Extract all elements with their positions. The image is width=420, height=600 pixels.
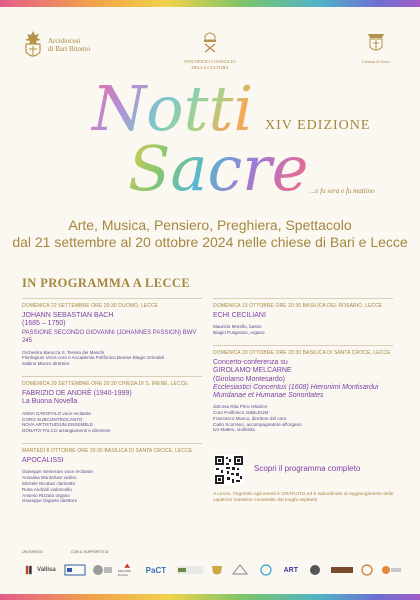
bishop-crest-icon — [364, 30, 388, 54]
fondazione-icon — [91, 563, 113, 577]
event-title: La Buona Novella — [22, 398, 78, 406]
event-title: ECHI CECILIANI — [213, 312, 266, 319]
event-detail: Maurizio Morello, basso — [213, 324, 262, 330]
partner-logo-7 — [359, 563, 375, 577]
papal-keys-icon — [199, 30, 221, 54]
festival-title — [90, 72, 320, 202]
event-detail: Sabino Manzo direttore — [22, 361, 70, 367]
label-event: UN EVENTO — [22, 550, 43, 554]
event-date: MARTEDÌ 8 OTTOBRE ORE 20:30 BASILICA DI SANTA CROCE, LECCE — [22, 448, 193, 455]
archdiocese-logo — [22, 30, 90, 60]
archdiocese-city: di Bari Bitonto — [48, 45, 90, 53]
pact-logo — [141, 563, 170, 577]
partner-5-icon — [305, 563, 325, 577]
event-detail: CORO SUBCONTROCANTO — [22, 416, 83, 422]
partner-logo-2 — [209, 563, 225, 577]
event-work-title: Ecclesiastici Concentus (1608) Hieronimi Montisardui — [213, 384, 379, 392]
program-column-right — [213, 298, 393, 442]
event-detail: Carlo Scorrano, accompagnatore all'organo — [213, 421, 302, 427]
event-detail: Michele Nicolaci clarinetto — [22, 481, 76, 487]
archdiocese-name: Arcidiocesi — [48, 37, 81, 45]
council-subname: DELLA CULTURA — [191, 65, 229, 70]
event-detail: Giuseppe Semeraro voce recitante — [22, 469, 93, 475]
vallisa-text: Vallisa — [37, 567, 56, 573]
partner-3-icon — [230, 563, 250, 577]
pact-text: PaCT — [145, 565, 167, 575]
partner-7-icon — [359, 563, 375, 577]
partner-1-icon — [176, 563, 204, 577]
partner-4-icon — [255, 563, 277, 577]
event-title: (Girolamo Montesardo) — [213, 375, 285, 383]
event-detail: Rosa Andrioli violoncello — [22, 486, 72, 492]
event-detail: Coro Polifonico JUBILEUM — [213, 410, 269, 416]
ministry-icon — [64, 563, 86, 577]
fondazione-logo — [91, 563, 113, 577]
rainbow-bottom-bar — [0, 594, 420, 600]
event-detail: dott.ssa Rita Pirro relatrice — [213, 404, 268, 410]
event-detail: Antonio Rizzato organo — [22, 492, 70, 498]
entrance-note: A Lecce, l'ingresso agli eventi è GRATUITO ed è subordinato al raggiungimento delle capienze massime consentite dai luoghi ospitanti — [213, 492, 394, 503]
event-date: DOMENICA 22 SETTEMBRE ORE 20:30 DUOMO, LECCE — [22, 303, 159, 309]
ministry-logo — [64, 563, 86, 577]
qr-code-icon[interactable] — [214, 455, 244, 485]
event-date: DOMENICA 20 OTTOBRE ORE 20:30 BASILICA DI SANTA CROCE, LECCE — [213, 350, 391, 356]
title-word-sacre: Sacre — [128, 132, 309, 202]
event-title: GIROLAMO MELCARNE — [213, 367, 292, 375]
event-detail: Ivo Matteo, violinista — [213, 427, 255, 433]
vallisa-logo — [22, 563, 59, 577]
partner-logo-1 — [176, 563, 204, 577]
partner-8-icon — [380, 563, 402, 577]
event-detail: Biagio Putignano, organo — [213, 330, 265, 336]
partner-logo-8 — [380, 563, 402, 577]
event-date: DOMENICA 29 SETTEMBRE ORE 20:30 CHIESA DI S. IRENE, LECCE — [22, 381, 188, 388]
partner-6-icon — [330, 563, 354, 577]
subtitle-dates: dal 21 settembre al 20 ottobre 2024 nelle chiese di Bari e Lecce — [12, 234, 408, 250]
event-title: JOHANN SEBASTIAN BACH — [22, 312, 114, 319]
event-detail: Giuseppe Gigante direttore — [22, 498, 78, 504]
rainbow-top-bar — [0, 0, 420, 7]
event-bach — [22, 298, 202, 367]
edition-label: XIV EDIZIONE — [265, 118, 371, 133]
event-melcarne — [213, 345, 393, 433]
motto: ...e fu sera e fu mattino — [310, 187, 375, 195]
partner-logo-6 — [330, 563, 354, 577]
event-detail: NOVA ARTISTUDIUM ENSEMBLE — [22, 422, 94, 428]
sponsor-labels — [22, 550, 108, 554]
event-de-andre — [22, 376, 202, 434]
program-column-left — [22, 298, 202, 513]
event-title: APOCALISSI — [22, 457, 64, 465]
event-title: Concerto-conferenza su — [213, 359, 288, 366]
pontifical-council-logo — [160, 30, 260, 71]
event-detail: Annalisa Montefuso violino — [22, 475, 77, 481]
lecce-diocese-name: Cresima di Lecce — [362, 59, 390, 64]
event-detail: ANNA GAROFALO voce recitante — [22, 410, 91, 416]
label-support: CON IL SUPPORTO DI — [71, 550, 109, 554]
event-title: (1685 – 1750) — [22, 320, 66, 328]
event-title: FABRIZIO DE ANDRÈ (1940-1999) — [22, 390, 132, 398]
event-title: PASSIONE SECONDO GIOVANNI (JOHANNES PASSION) BWV 245 — [22, 329, 197, 345]
lecce-diocese-logo — [356, 30, 396, 64]
full-program-link[interactable]: Scopri il programma completo — [254, 464, 361, 473]
event-date: DOMENICA 13 OTTOBRE ORE 20:30 BASILICA DEL ROSARIO, LECCE — [213, 303, 383, 309]
subtitle-themes: Arte, Musica, Pensiero, Preghiera, Spettacolo — [68, 217, 352, 233]
event-apocalissi — [22, 443, 202, 504]
regione-puglia-text: REGIONE PUGLIA — [117, 569, 131, 577]
event-detail: Orchestra Barocca S. Teresa dei Maschi — [22, 349, 105, 355]
art-logo — [282, 563, 300, 577]
program-heading: IN PROGRAMMA A LECCE — [22, 276, 191, 290]
vallisa-icon — [25, 563, 35, 577]
art-text: ART — [283, 566, 298, 574]
title-word-notti: Notti — [92, 72, 254, 145]
event-echi-ceciliani — [213, 298, 393, 336]
event-detail: Francesco Musco, direttore del coro — [213, 415, 287, 421]
partner-logo-4 — [255, 563, 277, 577]
event-work-title: Mundanae et Humanae Sonoritates — [213, 392, 324, 400]
event-detail: DONATO FALCO arrangiamenti e direzione — [22, 428, 111, 434]
regione-puglia-logo — [118, 563, 136, 577]
partner-2-icon — [209, 563, 225, 577]
crest-icon — [22, 30, 44, 60]
sponsor-strip — [22, 560, 402, 580]
partner-logo-5 — [305, 563, 325, 577]
event-detail: Florilegium Vocis coro e Accademia Polifonica Barese Biagio Grimaldi — [22, 355, 164, 361]
partner-logo-3 — [230, 563, 250, 577]
council-name: PONTIFICIO CONSIGLIO — [184, 59, 236, 64]
